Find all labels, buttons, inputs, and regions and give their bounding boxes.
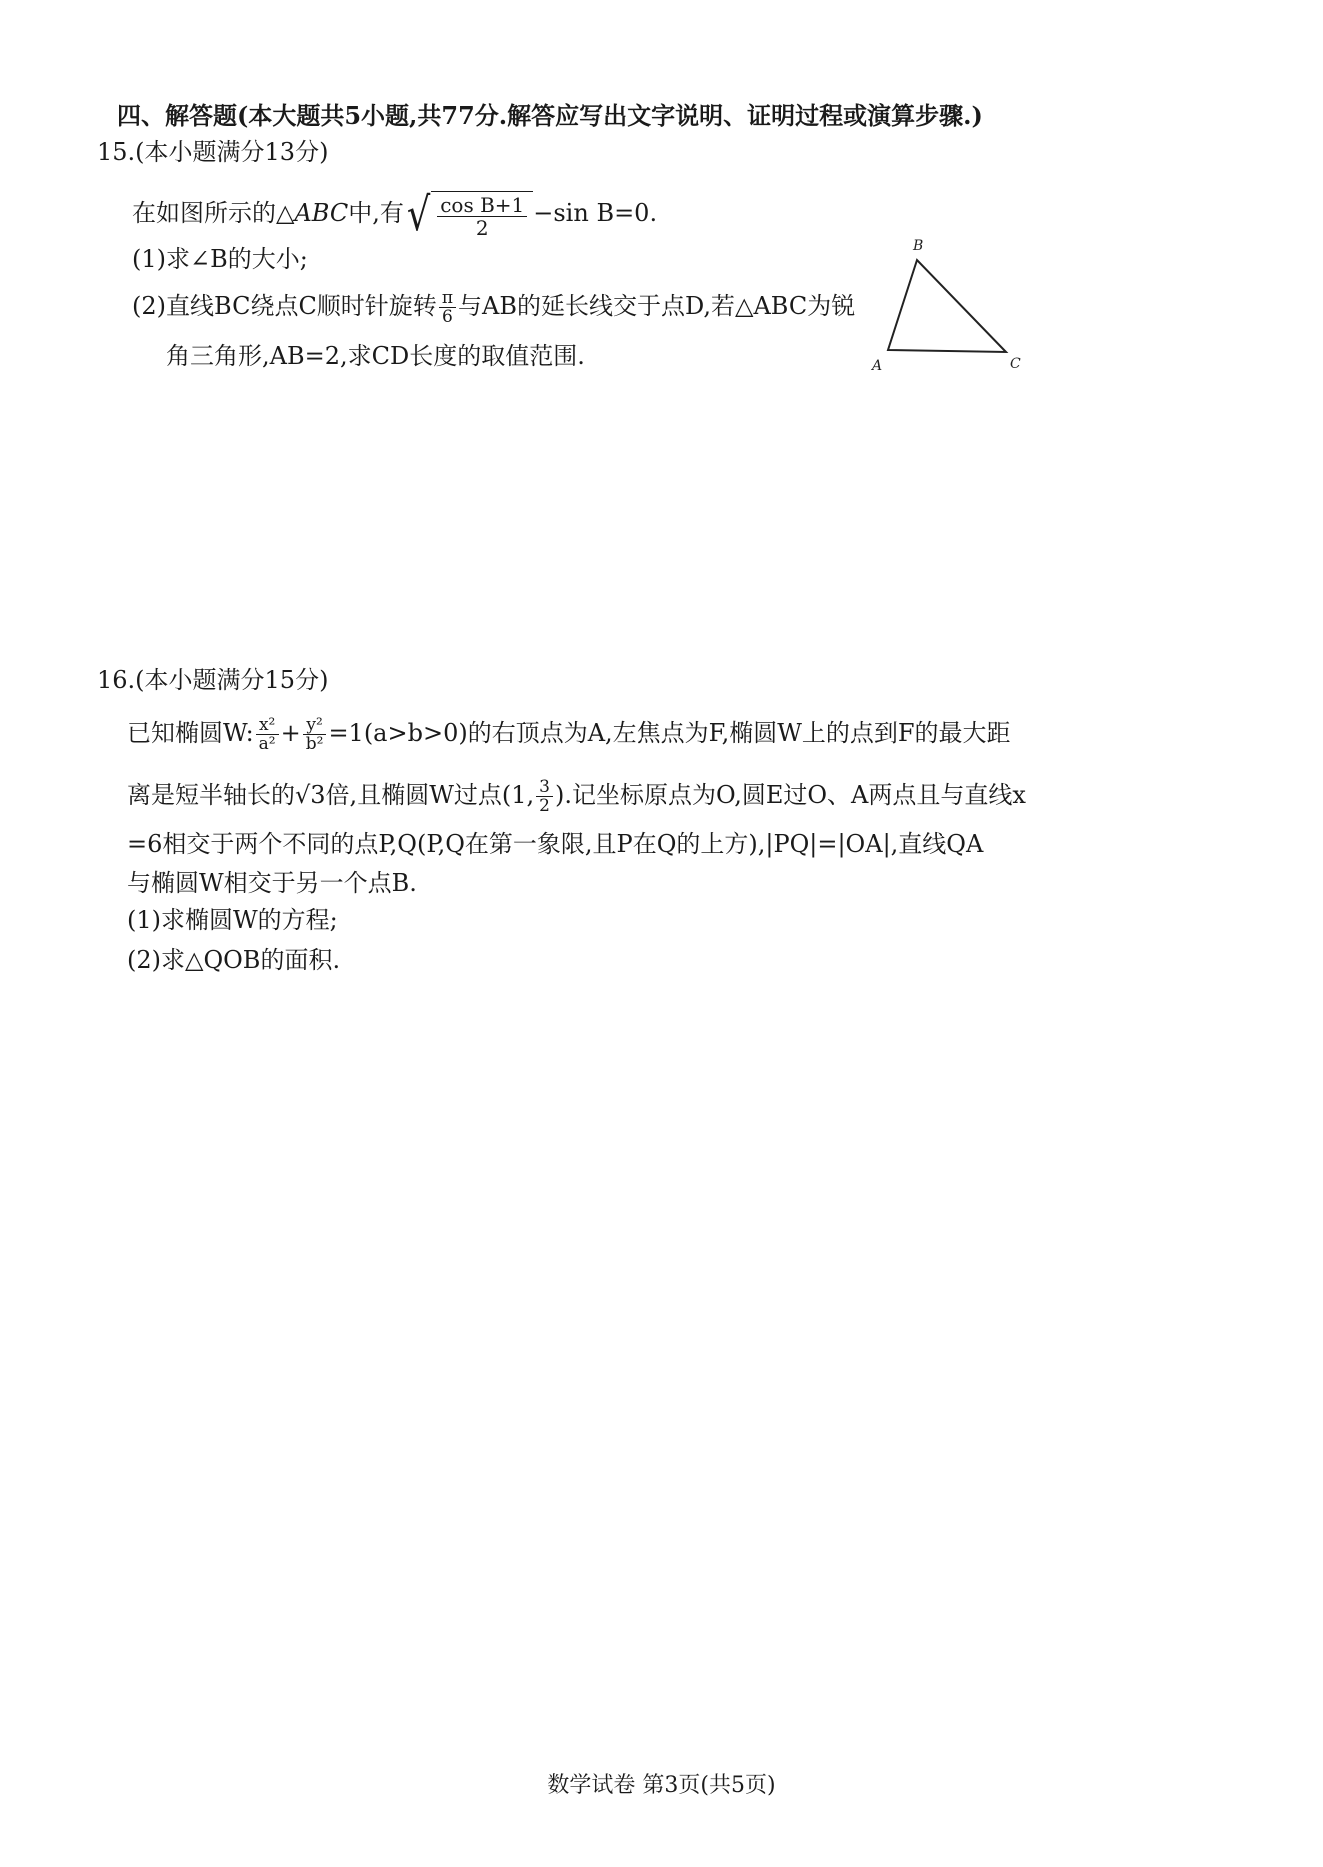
q16-frac-point-num: 3 (536, 778, 553, 797)
q15-part1: (1)求∠B的大小; (132, 245, 308, 273)
q15-stem-prefix: 在如图所示的△ (132, 199, 295, 227)
q16-frac-x-den: a² (258, 734, 276, 754)
triangle-abc (888, 260, 1006, 352)
q16-line2-a: 离是短半轴长的√3倍,且椭圆W过点(1, (127, 781, 535, 809)
q16-frac-point-den: 2 (539, 796, 550, 816)
q15-stem-abc: ABC (294, 199, 349, 227)
q16-part1: (1)求椭圆W的方程; (127, 906, 338, 934)
q15-part2-a: (2)直线BC绕点C顺时针旋转 (132, 292, 437, 320)
vertex-label-b: B (913, 238, 924, 254)
q15-stem-mid: 中,有 (348, 199, 404, 227)
q15-part2-b: 与AB的延长线交于点D,若△ABC为锐 (458, 292, 856, 320)
q15-frac-num: cos B+1 (437, 194, 527, 217)
q16-frac-y-den: b² (305, 734, 324, 754)
q16-frac-point (536, 778, 553, 815)
q16-frac-y-num: y² (303, 716, 327, 735)
q15-frac-den: 2 (475, 215, 489, 240)
q16-line1-b: =1(a>b>0)的右顶点为A,左焦点为F,椭圆W上的点到F的最大距 (328, 719, 1011, 747)
q16-frac-y (303, 716, 327, 753)
q16-frac-x (256, 716, 279, 753)
vertex-label-c: C (1010, 356, 1021, 372)
q15-label: 15.(本小题满分13分) (97, 138, 329, 166)
q16-frac-x-num: x² (256, 716, 279, 735)
q15-fraction (437, 194, 527, 239)
q16-part2: (2)求△QOB的面积. (127, 946, 341, 974)
q15-stem (132, 188, 657, 239)
q16-line1-a: 已知椭圆W: (127, 719, 254, 747)
q15-part2-cont: 角三角形,AB=2,求CD长度的取值范围. (166, 342, 585, 370)
vertex-label-a: A (872, 358, 883, 374)
q15-part2-frac-den: 6 (441, 307, 453, 327)
sqrt-expression: √ $\frac{\text{cos B+1}}{2}$ (404, 191, 533, 239)
q16-line2 (127, 770, 1026, 820)
q16-line4: 与椭圆W相交于另一个点B. (127, 869, 417, 897)
q15-part2-fraction (439, 289, 456, 326)
page-footer: 数学试卷 第3页(共5页) (547, 1773, 776, 1798)
q16-line2-b: ).记坐标原点为O,圆E过O、A两点且与直线x (554, 781, 1026, 809)
q15-stem-suffix: −sin B=0. (533, 199, 658, 227)
q16-line3: =6相交于两个不同的点P,Q(P,Q在第一象限,且P在Q的上方),|PQ|=|OA|,直线QA (127, 830, 984, 858)
q16-label: 16.(本小题满分15分) (97, 666, 329, 694)
q16-plus: + (280, 719, 301, 747)
triangle-figure (860, 230, 1030, 380)
q16-line1 (127, 708, 1011, 758)
q15-part2-frac-num: π (439, 289, 456, 308)
section-header: 四、解答题(本大题共5小题,共77分.解答应写出文字说明、证明过程或演算步骤.) (117, 101, 983, 130)
q15-part2 (132, 286, 855, 326)
